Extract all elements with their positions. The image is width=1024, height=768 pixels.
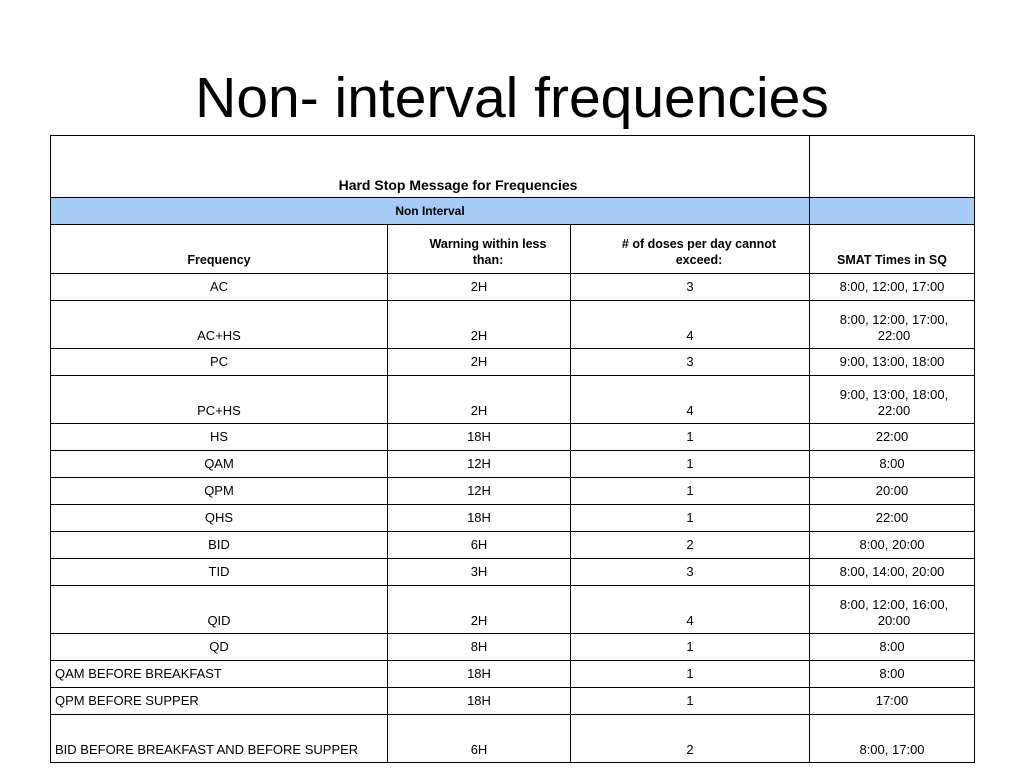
cell-doses: 1 bbox=[571, 688, 810, 715]
cell-smat: 8:00, 12:00, 17:00 bbox=[810, 274, 975, 301]
table-row bbox=[51, 451, 975, 478]
cell-warning: 12H bbox=[388, 478, 571, 505]
cell-smat: 8:00 bbox=[810, 634, 975, 661]
cell-smat: 22:00 bbox=[810, 424, 975, 451]
cell-smat: 8:00, 14:00, 20:00 bbox=[810, 559, 975, 586]
table-row bbox=[51, 349, 975, 376]
cell-warning: 2H bbox=[388, 301, 571, 349]
table-caption-row bbox=[51, 136, 975, 198]
cell-warning: 18H bbox=[388, 661, 571, 688]
table-row bbox=[51, 688, 975, 715]
empty-cell bbox=[810, 136, 975, 198]
header-frequency: Frequency bbox=[51, 225, 388, 274]
cell-warning: 6H bbox=[388, 532, 571, 559]
cell-frequency: HS bbox=[51, 424, 388, 451]
cell-smat: 20:00 bbox=[810, 478, 975, 505]
cell-frequency: QPM bbox=[51, 478, 388, 505]
cell-frequency: BID BEFORE BREAKFAST AND BEFORE SUPPER bbox=[51, 715, 388, 763]
table-row bbox=[51, 532, 975, 559]
cell-warning: 3H bbox=[388, 559, 571, 586]
cell-doses: 3 bbox=[571, 349, 810, 376]
cell-doses: 3 bbox=[571, 274, 810, 301]
header-doses: # of doses per day cannot exceed: bbox=[571, 225, 810, 274]
cell-warning: 18H bbox=[388, 505, 571, 532]
cell-doses: 1 bbox=[571, 424, 810, 451]
cell-smat: 8:00, 12:00, 16:00, 20:00 bbox=[810, 586, 975, 634]
cell-frequency: QD bbox=[51, 634, 388, 661]
cell-frequency: PC+HS bbox=[51, 376, 388, 424]
cell-frequency: QHS bbox=[51, 505, 388, 532]
cell-warning: 2H bbox=[388, 349, 571, 376]
cell-frequency: QID bbox=[51, 586, 388, 634]
cell-doses: 3 bbox=[571, 559, 810, 586]
cell-frequency: QAM bbox=[51, 451, 388, 478]
table-row bbox=[51, 559, 975, 586]
cell-smat: 8:00 bbox=[810, 661, 975, 688]
band-label: Non Interval bbox=[51, 198, 810, 225]
cell-doses: 1 bbox=[571, 634, 810, 661]
cell-smat: 22:00 bbox=[810, 505, 975, 532]
cell-frequency: BID bbox=[51, 532, 388, 559]
cell-warning: 12H bbox=[388, 451, 571, 478]
cell-warning: 18H bbox=[388, 424, 571, 451]
cell-smat: 8:00, 20:00 bbox=[810, 532, 975, 559]
cell-warning: 2H bbox=[388, 376, 571, 424]
table-row bbox=[51, 586, 975, 634]
cell-doses: 1 bbox=[571, 451, 810, 478]
table-row bbox=[51, 661, 975, 688]
cell-smat: 8:00, 12:00, 17:00, 22:00 bbox=[810, 301, 975, 349]
table-row bbox=[51, 424, 975, 451]
slide-title: Non- interval frequencies bbox=[195, 66, 829, 130]
cell-frequency: QAM BEFORE BREAKFAST bbox=[51, 661, 388, 688]
table-row bbox=[51, 301, 975, 349]
cell-warning: 18H bbox=[388, 688, 571, 715]
table-row bbox=[51, 634, 975, 661]
table-caption: Hard Stop Message for Frequencies bbox=[51, 136, 810, 198]
cell-smat: 8:00, 17:00 bbox=[810, 715, 975, 763]
cell-frequency: QPM BEFORE SUPPER bbox=[51, 688, 388, 715]
cell-frequency: AC+HS bbox=[51, 301, 388, 349]
frequency-table bbox=[50, 135, 975, 763]
header-smat: SMAT Times in SQ bbox=[810, 225, 975, 274]
table-row bbox=[51, 715, 975, 763]
cell-doses: 4 bbox=[571, 301, 810, 349]
cell-doses: 2 bbox=[571, 715, 810, 763]
empty-cell bbox=[810, 198, 975, 225]
cell-doses: 4 bbox=[571, 586, 810, 634]
table-row bbox=[51, 274, 975, 301]
cell-frequency: AC bbox=[51, 274, 388, 301]
cell-warning: 2H bbox=[388, 586, 571, 634]
cell-smat: 9:00, 13:00, 18:00, 22:00 bbox=[810, 376, 975, 424]
cell-warning: 2H bbox=[388, 274, 571, 301]
cell-doses: 1 bbox=[571, 478, 810, 505]
cell-doses: 2 bbox=[571, 532, 810, 559]
cell-smat: 17:00 bbox=[810, 688, 975, 715]
cell-doses: 1 bbox=[571, 505, 810, 532]
cell-frequency: TID bbox=[51, 559, 388, 586]
cell-smat: 8:00 bbox=[810, 451, 975, 478]
table-header-row bbox=[51, 225, 975, 274]
cell-doses: 4 bbox=[571, 376, 810, 424]
cell-smat: 9:00, 13:00, 18:00 bbox=[810, 349, 975, 376]
cell-doses: 1 bbox=[571, 661, 810, 688]
table-row bbox=[51, 376, 975, 424]
cell-frequency: PC bbox=[51, 349, 388, 376]
table-row bbox=[51, 505, 975, 532]
cell-warning: 6H bbox=[388, 715, 571, 763]
header-warning: Warning within less than: bbox=[388, 225, 571, 274]
table-band-row bbox=[51, 198, 975, 225]
table-body bbox=[51, 274, 975, 763]
table-row bbox=[51, 478, 975, 505]
cell-warning: 8H bbox=[388, 634, 571, 661]
